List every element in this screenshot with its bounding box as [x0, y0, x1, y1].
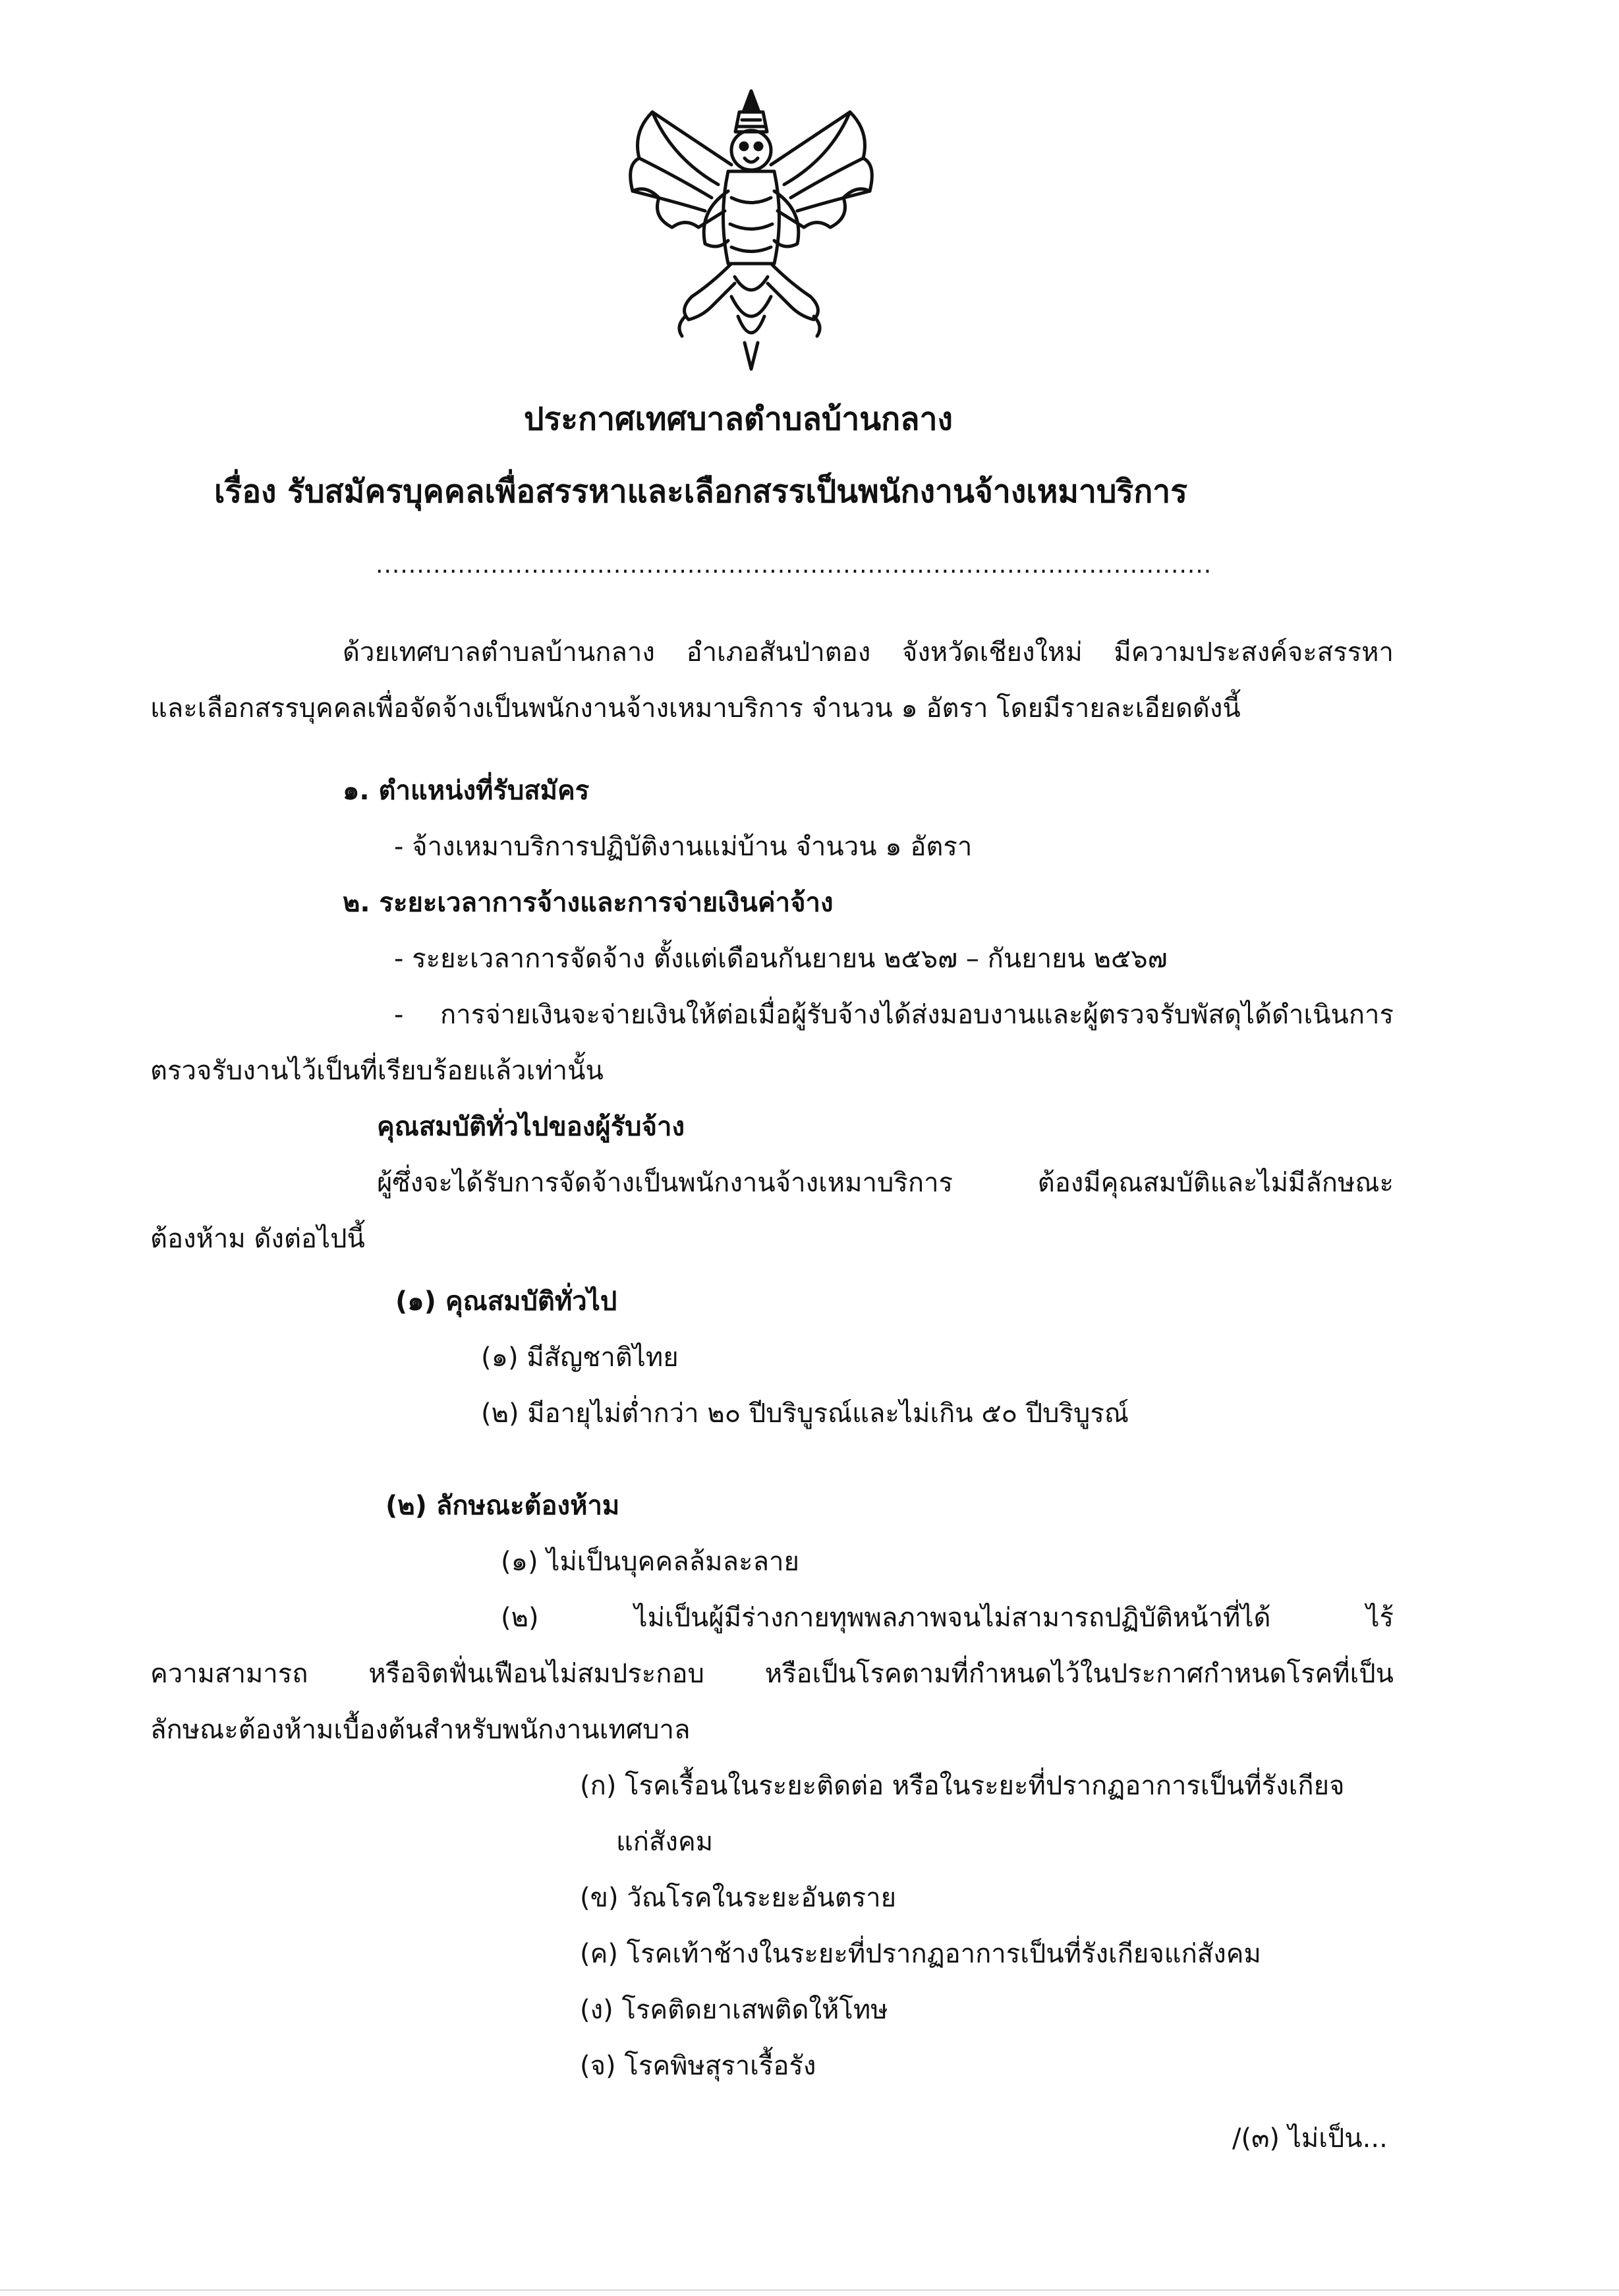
- disease-item-a-line-1: (ก) โรคเรื้อนในระยะติดต่อ หรือในระยะที่ปรากฏอาการเป็นที่รังเกียจ: [580, 1771, 1345, 1801]
- qualifications-heading: คุณสมบัติทั่วไปของผู้รับจ้าง: [377, 1112, 685, 1142]
- section-2-payment-line-2: ตรวจรับงานไว้เป็นที่เรียบร้อยแล้วเท่านั้น: [150, 1056, 604, 1086]
- page-continuation: /(๓) ไม่เป็น...: [1232, 2123, 1388, 2154]
- general-qualification-item: (๒) มีอายุไม่ต่ำกว่า ๒๐ ปีบริบูรณ์และไม่เกิน ๕๐ ปีบริบูรณ์: [481, 1398, 1129, 1429]
- disease-item-e: (จ) โรคพิษสุราเรื้อรัง: [580, 2051, 816, 2081]
- disease-item-a-line-2: แก่สังคม: [616, 1827, 714, 1857]
- intro-line-2: และเลือกสรรบุคคลเพื่อจัดจ้างเป็นพนักงานจ้างเหมาบริการ จำนวน ๑ อัตรา โดยมีรายละเอียดดังนี้: [150, 693, 1241, 724]
- garuda-emblem: [613, 86, 890, 376]
- prohibited-item-2-line-3: ลักษณะต้องห้ามเบื้องต้นสำหรับพนักงานเทศบาล: [150, 1715, 691, 1745]
- bottom-divider: [0, 2289, 1619, 2291]
- prohibited-item-1: (๑) ไม่เป็นบุคคลล้มละลาย: [501, 1547, 799, 1577]
- general-qualifications-heading: (๑) คุณสมบัติทั่วไป: [395, 1286, 617, 1317]
- prohibited-item-2-line-1: (๒) ไม่เป็นผู้มีร่างกายทุพพลภาพจนไม่สามารถปฏิบัติหน้าที่ได้ ไร้: [501, 1603, 1394, 1633]
- section-2-period: - ระยะเวลาการจัดจ้าง ตั้งแต่เดือนกันยายน ๒๕๖๗ – กันยายน ๒๕๖๗: [394, 944, 1168, 974]
- prohibited-item-2-line-2: ความสามารถ หรือจิตฟั่นเฟือนไม่สมประกอบ หรือเป็นโรคตามที่กำหนดไว้ในประกาศกำหนดโรคที่เป็น: [150, 1659, 1394, 1689]
- disease-item-d: (ง) โรคติดยาเสพติดให้โทษ: [580, 1995, 888, 2025]
- intro-line-1: ด้วยเทศบาลตำบลบ้านกลาง อำเภอสันป่าตอง จังหวัดเชียงใหม่ มีความประสงค์จะสรรหา: [343, 637, 1394, 668]
- qualifications-intro-line-1: ผู้ซึ่งจะได้รับการจัดจ้างเป็นพนักงานจ้างเหมาบริการ ต้องมีคุณสมบัติและไม่มีลักษณะ: [377, 1168, 1394, 1198]
- qualifications-intro-line-2: ต้องห้าม ดังต่อไปนี้: [150, 1224, 365, 1254]
- title-dotted-line: ......................................................................................................: [376, 552, 1212, 579]
- section-1-item: - จ้างเหมาบริการปฏิบัติงานแม่บ้าน จำนวน ๑ อัตรา: [394, 832, 973, 862]
- general-qualification-item: (๑) มีสัญชาติไทย: [481, 1342, 679, 1373]
- section-2-heading: ๒. ระยะเวลาการจ้างและการจ่ายเงินค่าจ้าง: [343, 888, 834, 918]
- announcement-subject: เรื่อง รับสมัครบุคคลเพื่อสรรหาและเลือกสรรเป็นพนักงานจ้างเหมาบริการ: [214, 473, 1187, 510]
- section-1-heading: ๑. ตำแหน่งที่รับสมัคร: [343, 776, 590, 806]
- prohibited-heading: (๒) ลักษณะต้องห้าม: [385, 1491, 620, 1521]
- disease-item-b: (ข) วัณโรคในระยะอันตราย: [580, 1883, 897, 1913]
- announcement-title: ประกาศเทศบาลตำบลบ้านกลาง: [524, 401, 953, 438]
- disease-item-c: (ค) โรคเท้าช้างในระยะที่ปรากฏอาการเป็นที่รังเกียจแก่สังคม: [580, 1939, 1261, 1969]
- section-2-payment-line-1: - การจ่ายเงินจะจ่ายเงินให้ต่อเมื่อผู้รับจ้างได้ส่งมอบงานและผู้ตรวจรับพัสดุได้ดำเนินการ: [394, 1000, 1394, 1030]
